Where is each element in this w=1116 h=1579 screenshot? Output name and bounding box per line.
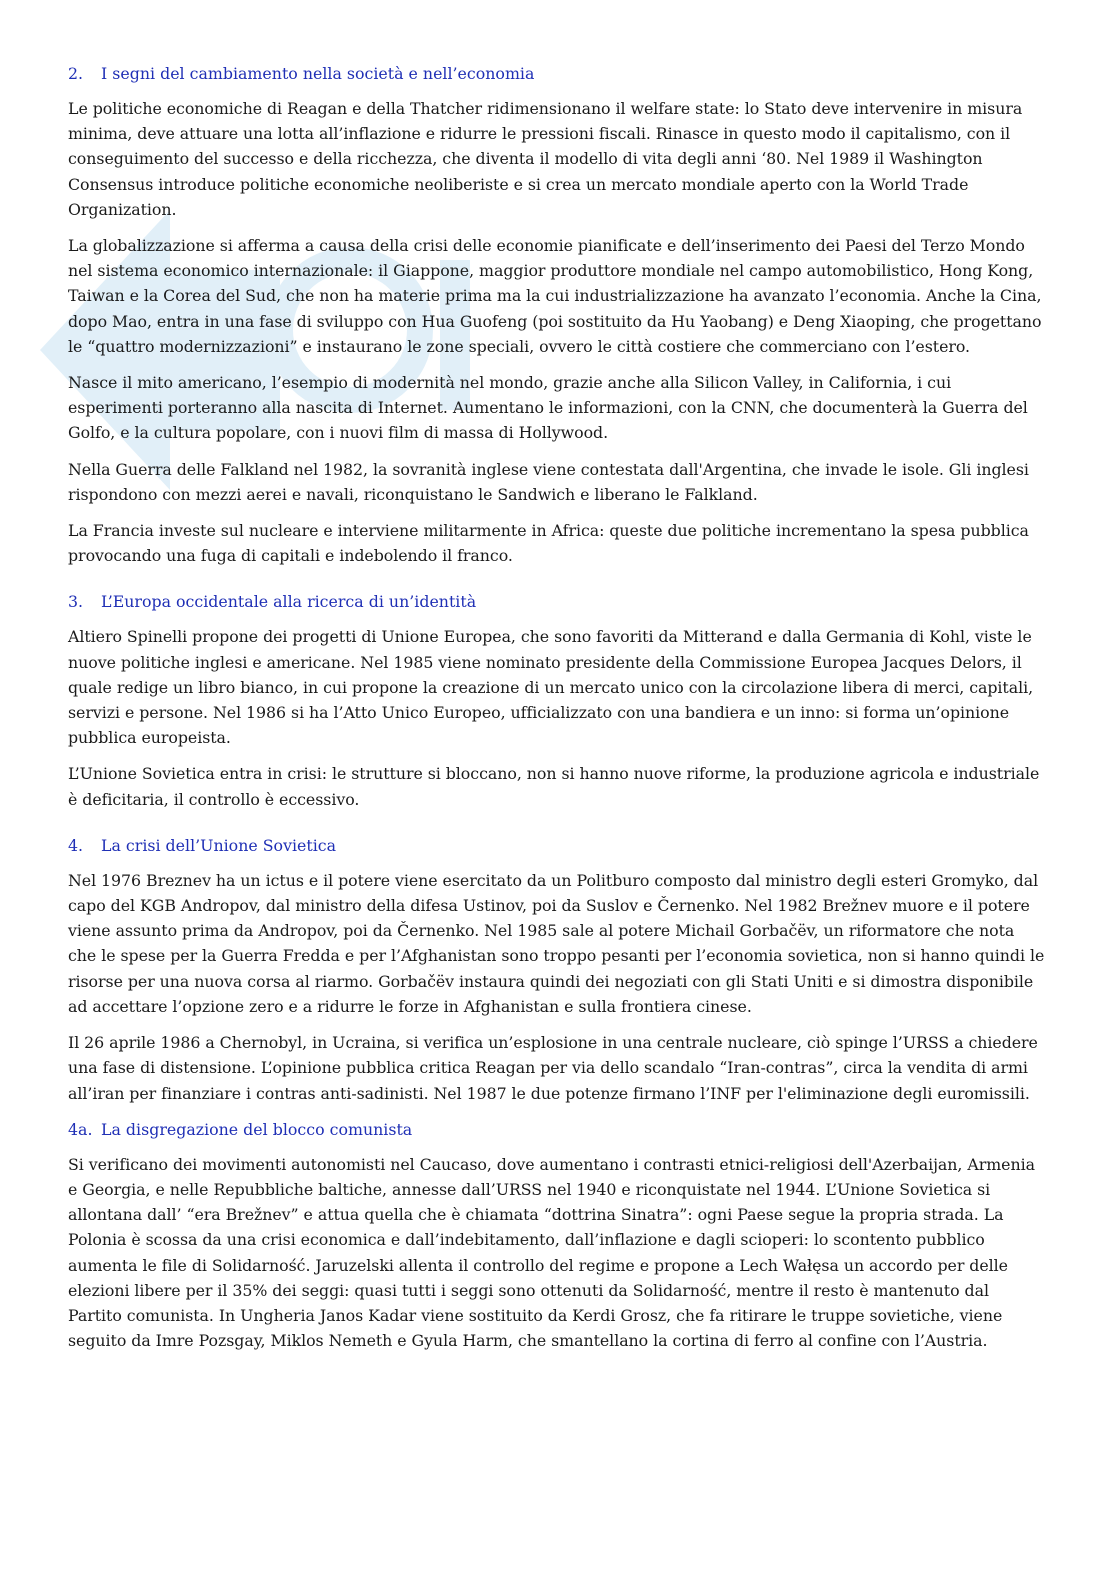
- paragraph: Altiero Spinelli propone dei progetti di Unione Europea, che sono favoriti da Mitterand e dalla Germania di Kohl, viste le nuove politiche inglesi e americane. Nel 1985 viene nominato presidente della Commissione Europea Jacques Delors, il quale redige un libro bianco, in cui propone la creazione di un mercato unico con la circolazione libera di merci, capitali, servizi e persone. Nel 1986 si ha l’Atto Unico Europeo, ufficializzato con una bandiera e un inno: si forma un’opinione pubblica europeista.: [68, 627, 1034, 748]
- section-title: La disgregazione del blocco comunista: [101, 1119, 413, 1139]
- paragraph: Il 26 aprile 1986 a Chernobyl, in Ucraina, si verifica un’esplosione in una centrale nucleare, ciò spinge l’URSS a chiedere una fase di distensione. L’opinione pubblica critica Reagan per via dello scandalo “Iran-contras”, circa la vendita di armi all’iran per finanziare i contras anti-sadinisti. Nel 1987 le due potenze firmano l’INF per l'eliminazione degli euromissili.: [68, 1033, 1038, 1103]
- section-number: 3.: [68, 592, 84, 612]
- paragraph: L’Unione Sovietica entra in crisi: le strutture si bloccano, non si hanno nuove riforme, la produzione agricola e industriale è deficitaria, il controllo è eccessivo.: [68, 764, 1040, 809]
- section-heading: [68, 62, 1046, 86]
- paragraph: La Francia investe sul nucleare e interviene militarmente in Africa: queste due politiche incrementano la spesa pubblica provocando una fuga di capitali e indebolendo il franco.: [68, 521, 1029, 566]
- section-heading: [68, 834, 1046, 858]
- paragraph: Nel 1976 Breznev ha un ictus e il potere viene esercitato da un Politburo composto dal ministro degli esteri Gromyko, dal capo del KGB Andropov, dal ministro della difesa Ustinov, poi da Suslov e Černenko. Nel 1982 Brežnev muore e il potere viene assunto prima da Andropov, poi da Černenko. Nel 1985 sale al potere Michail Gorbačëv, un riformatore che nota che le spese per la Guerra Fredda e per l’Afghanistan sono troppo pesanti per l’economia sovietica, non si hanno quindi le risorse per una nuova corsa al riarmo. Gorbačëv instaura quindi dei negoziati con gli Stati Uniti e si dimostra disponibile ad accettare l’opzione zero e a ridurre le forze in Afghanistan e sulla frontiera cinese.: [68, 870, 1045, 1016]
- paragraph: Nella Guerra delle Falkland nel 1982, la sovranità inglese viene contestata dall'Argentina, che invade le isole. Gli inglesi rispondono con mezzi aerei e navali, riconquistano le Sandwich e liberano le Falkland.: [68, 459, 1029, 504]
- section-4: [68, 834, 1046, 1106]
- section-number: 2.: [68, 64, 84, 83]
- section-2: [68, 62, 1046, 568]
- section-title: L’Europa occidentale alla ricerca di un’identità: [101, 592, 477, 612]
- section-title: La crisi dell’Unione Sovietica: [101, 835, 337, 855]
- section-number: 4.: [68, 835, 84, 855]
- section-heading: [68, 590, 1046, 614]
- paragraph: Nasce il mito americano, l’esempio di modernità nel mondo, grazie anche alla Silicon Valley, in California, i cui esperimenti porteranno alla nascita di Internet. Aumentano le informazioni, con la CNN, che documenterà la Guerra del Golfo, e la cultura popolare, con i nuovi film di massa di Hollywood.: [68, 373, 1028, 443]
- paragraph: Si verificano dei movimenti autonomisti nel Caucaso, dove aumentano i contrasti etnici-religiosi dell'Azerbaijan, Armenia e Georgia, e nelle Repubbliche baltiche, annesse dall’URSS nel 1940 e riconquistate nel 1944. L’Unione Sovietica si allontana dall’ “era Brežnev” e attua quella che è chiamata “dottrina Sinatra”: ogni Paese segue la propria strada. La Polonia è scossa da una crisi economica e dall’indebitamento, dall’inflazione e dagli scioperi: lo scontento pubblico aumenta le file di Solidarność. Jaruzelski allenta il controllo del regime e propone a Lech Wałęsa un accordo per delle elezioni libere per il 35% dei seggi: quasi tutti i seggi sono ottenuti da Solidarność, mentre il resto è mantenuto dal Partito comunista. In Ungheria Janos Kadar viene sostituito da Kerdi Grosz, che fa ritirare le truppe sovietiche, viene seguito da Imre Pozsgay, Miklos Nemeth e Gyula Harm, che smantellano la cortina di ferro al confine con l’Austria.: [68, 1154, 1035, 1351]
- paragraph: La globalizzazione si afferma a causa della crisi delle economie pianificate e dell’inserimento dei Paesi del Terzo Mondo nel sistema economico internazionale: il Giappone, maggior produttore mondiale nel campo automobilistico, Hong Kong, Taiwan e la Corea del Sud, che non ha materie prima ma la cui industrializzazione ha avanzato l’economia. Anche la Cina, dopo Mao, entra in una fase di sviluppo con Hua Guofeng (poi sostituito da Hu Yaobang) e Deng Xiaoping, che progettano le “quattro modernizzazioni” e instaurano le zone speciali, ovvero le città costiere che commerciano con l’estero.: [68, 236, 1042, 356]
- paragraph: Le politiche economiche di Reagan e della Thatcher ridimensionano il welfare state: lo Stato deve intervenire in misura minima, deve attuare una lotta all’inflazione e ridurre le pressioni fiscali. Rinasce in questo modo il capitalismo, con il conseguimento del successo e della ricchezza, che diventa il modello di vita degli anni ‘80. Nel 1989 il Washington Consensus introduce politiche economiche neoliberiste e si crea un mercato mondiale aperto con la World Trade Organization.: [68, 99, 1023, 219]
- document-page: [68, 62, 1046, 1375]
- section-4a: [68, 1118, 1046, 1354]
- section-3: [68, 590, 1046, 811]
- section-number: 4a.: [68, 1119, 93, 1139]
- section-title: I segni del cambiamento nella società e nell’economia: [101, 64, 535, 83]
- section-heading: [68, 1118, 1046, 1142]
